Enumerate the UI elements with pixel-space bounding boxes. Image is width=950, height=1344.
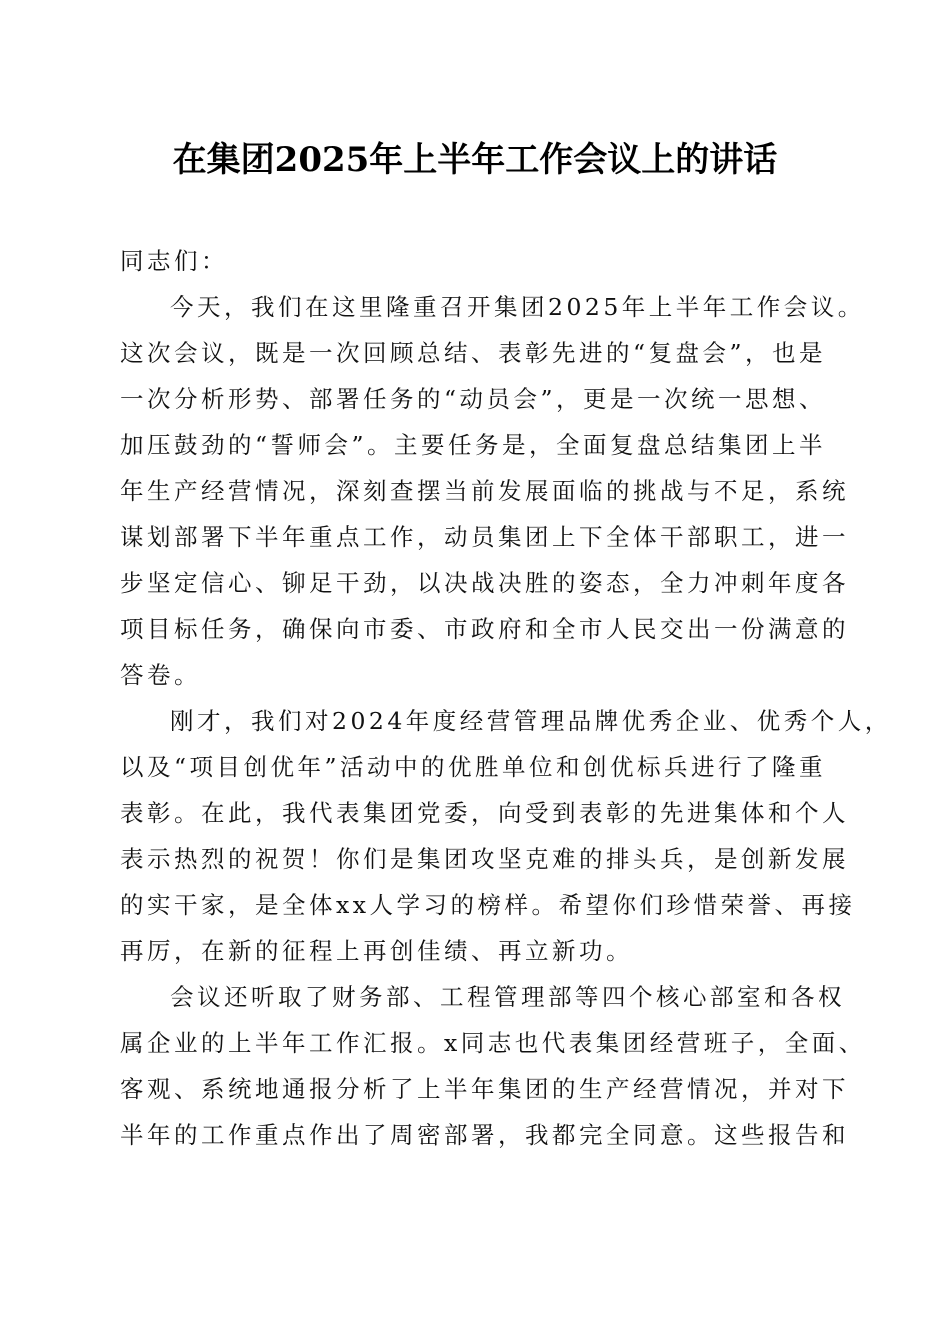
- paragraph-line: 属企业的上半年工作汇报。x同志也代表集团经营班子，全面、: [120, 1029, 866, 1057]
- paragraph-line: 步坚定信心、铆足干劲，以决战决胜的姿态，全力冲刺年度各: [120, 569, 849, 597]
- paragraph-line: 再厉，在新的征程上再创佳绩、再立新功。: [120, 937, 633, 965]
- document-title: 在集团2025年上半年工作会议上的讲话: [172, 140, 778, 180]
- paragraph-line: 加压鼓劲的“誓师会”。主要任务是，全面复盘总结集团上半: [120, 431, 827, 459]
- paragraph-line: 这次会议，既是一次回顾总结、表彰先进的“复盘会”，也是: [120, 339, 827, 367]
- paragraph-1: [120, 284, 865, 698]
- paragraph-line: 半年的工作重点作出了周密部署，我都完全同意。这些报告和: [120, 1121, 849, 1149]
- paragraph-line: 表彰。在此，我代表集团党委，向受到表彰的先进集体和个人: [120, 799, 849, 827]
- paragraph-line: 项目标任务，确保向市委、市政府和全市人民交出一份满意的: [120, 615, 849, 643]
- paragraph-line: 的实干家，是全体xx人学习的榜样。希望你们珍惜荣誉、再接: [120, 891, 856, 919]
- paragraph-line: 今天，我们在这里隆重召开集团2025年上半年工作会议。: [170, 293, 865, 321]
- paragraph-2: [120, 698, 892, 974]
- paragraph-line: 答卷。: [120, 661, 201, 689]
- paragraph-line: 表示热烈的祝贺！你们是集团攻坚克难的排头兵，是创新发展: [120, 845, 849, 873]
- paragraph-line: 客观、系统地通报分析了上半年集团的生产经营情况，并对下: [120, 1075, 849, 1103]
- salutation: 同志们：: [120, 247, 228, 275]
- paragraph-line: 年生产经营情况，深刻查摆当前发展面临的挑战与不足，系统: [120, 477, 849, 505]
- document-body: [120, 238, 892, 1158]
- paragraph-line: 谋划部署下半年重点工作，动员集团上下全体干部职工，进一: [120, 523, 849, 551]
- paragraph-line: 以及“项目创优年”活动中的优胜单位和创优标兵进行了隆重: [120, 753, 827, 781]
- paragraph-line: 刚才，我们对2024年度经营管理品牌优秀企业、优秀个人，: [170, 707, 892, 735]
- paragraph-3: [120, 974, 866, 1158]
- paragraph-line: 一次分析形势、部署任务的“动员会”，更是一次统一思想、: [120, 385, 827, 413]
- paragraph-line: 会议还听取了财务部、工程管理部等四个核心部室和各权: [170, 983, 845, 1011]
